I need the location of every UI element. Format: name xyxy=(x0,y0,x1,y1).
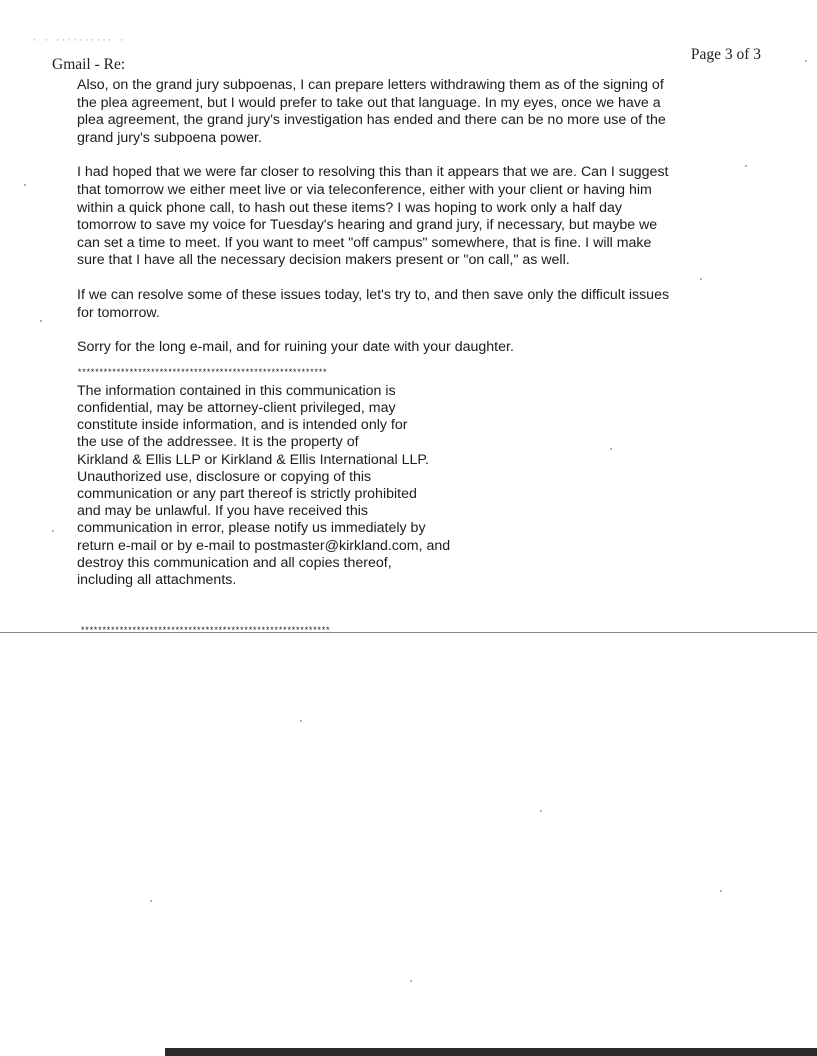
text-line: grand jury's subpoena power. xyxy=(77,129,262,146)
text-line: plea agreement, the grand jury's investigation has ended and there can be no more use of the xyxy=(77,112,666,129)
text-line: tomorrow to save my voice for Tuesday's hearing and grand jury, if necessary, but maybe we xyxy=(77,217,658,234)
page-number: Page 3 of 3 xyxy=(690,46,761,63)
scan-speck xyxy=(720,890,722,892)
scan-speck xyxy=(410,980,412,982)
scan-speck xyxy=(24,184,26,186)
text-line: If we can resolve some of these issues today, let's try to, and then save only the difficult issues xyxy=(77,286,670,303)
email-body xyxy=(77,77,757,589)
text-line: for tomorrow. xyxy=(77,304,160,321)
text-line: can set a time to meet. If you want to meet "off campus" somewhere, that is fine. I will make xyxy=(77,234,652,251)
disclaimer-line: and may be unlawful. If you have received this xyxy=(77,503,369,520)
scan-speck xyxy=(300,720,302,722)
disclaimer-line: Kirkland & Ellis LLP or Kirkland & Ellis International LLP. xyxy=(77,451,429,468)
scan-edge-bar xyxy=(165,1048,817,1056)
scan-speck xyxy=(610,448,612,450)
disclaimer-line: including all attachments. xyxy=(77,571,237,588)
paragraph-2 xyxy=(77,164,757,270)
scan-artifact: · · ·········· · xyxy=(32,36,125,45)
disclaimer-line: confidential, may be attorney-client privileged, may xyxy=(77,399,396,416)
confidentiality-disclaimer xyxy=(77,383,757,589)
scan-speck xyxy=(150,900,152,902)
text-line: Also, on the grand jury subpoenas, I can prepare letters withdrawing them as of the signing of xyxy=(77,77,664,93)
scan-speck xyxy=(700,278,702,280)
text-line: Sorry for the long e-mail, and for ruining your date with your daughter. xyxy=(77,339,514,356)
scan-speck xyxy=(805,60,807,62)
disclaimer-line: communication or any part thereof is strictly prohibited xyxy=(77,485,417,502)
disclaimer-line: the use of the addressee. It is the property of xyxy=(77,434,359,451)
text-line: I had hoped that we were far closer to resolving this than it appears that we are. Can I suggest xyxy=(77,164,669,181)
paragraph-3 xyxy=(77,287,757,322)
text-line: the plea agreement, but I would prefer to take out that language. In my eyes, once we have a xyxy=(77,94,661,111)
text-line: that tomorrow we either meet live or via teleconference, either with your client or having him xyxy=(77,181,652,198)
scan-speck xyxy=(745,165,747,167)
paragraph-4 xyxy=(77,339,757,357)
paragraph-1 xyxy=(77,77,757,147)
disclaimer-line: communication in error, please notify us immediately by xyxy=(77,520,426,537)
disclaimer-line: The information contained in this communication is xyxy=(77,382,396,399)
separator-top: ********************************************************** xyxy=(77,367,327,378)
page-header-title: Gmail - Re: xyxy=(52,56,126,73)
disclaimer-line: Unauthorized use, disclosure or copying of this xyxy=(77,468,372,485)
scan-speck xyxy=(52,530,54,532)
text-line: sure that I have all the necessary decision makers present or "on call," as well. xyxy=(77,252,570,269)
disclaimer-line: constitute inside information, and is intended only for xyxy=(77,417,408,434)
text-line: within a quick phone call, to hash out these items? I was hoping to work only a half day xyxy=(77,199,622,216)
disclaimer-line: return e-mail or by e-mail to postmaster@kirkland.com, and xyxy=(77,537,451,554)
scan-speck xyxy=(540,810,542,812)
scan-speck xyxy=(40,320,42,322)
separator-bottom: ********************************************************** xyxy=(80,626,330,636)
disclaimer-line: destroy this communication and all copies thereof, xyxy=(77,554,392,571)
